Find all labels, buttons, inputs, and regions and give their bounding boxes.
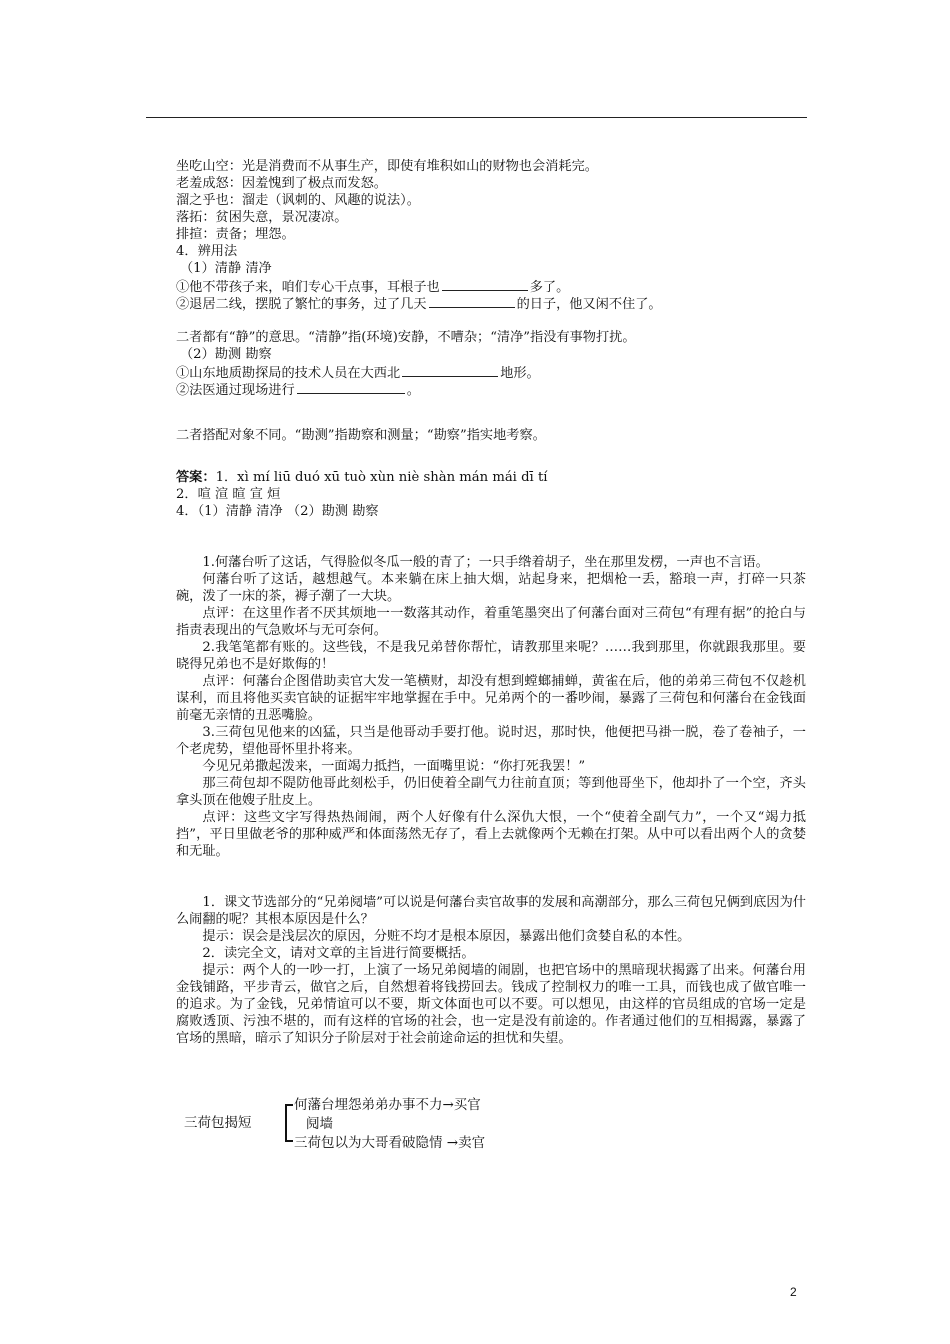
hint-paragraph: 提示：误会是浅层次的原因，分赃不均才是根本原因，暴露出他们贪婪自私的本性。 <box>202 929 691 944</box>
analysis-paragraph: 点评：在这里作者不厌其烦地一一数落其动作，着重笔墨突出了何藩台面对三荷包“有理有据”的抢白与指责表现出的气急败坏与无可奈何。 <box>176 606 806 638</box>
vocab-item: 溜之乎也：溜走（讽刺的、风趣的说法）。 <box>176 193 420 208</box>
answer-blank[interactable] <box>429 294 515 308</box>
question-text: 。 <box>406 383 420 398</box>
answer-line: 2．喧 渲 暄 宣 烜 <box>176 487 281 502</box>
diagram-branch: 何藩台埋怨弟弟办事不力→买官 <box>294 1097 481 1113</box>
page-number: 2 <box>790 1285 797 1299</box>
analysis-paragraph: 3.三荷包见他来的凶猛，只当是他哥动手要打他。说时迟，那时快，他便把马褂一脱，卷了卷袖子，一个老虎势，望他哥怀里扑将来。 <box>176 725 806 757</box>
answer-blank[interactable] <box>297 380 405 394</box>
analysis-paragraph: 何藩台听了这话，越想越气。本来躺在床上抽大烟，站起身来，把烟枪一丢，豁琅一声，打碎一只茶碗，泼了一床的茶，褥子潮了一大块。 <box>176 572 806 604</box>
question-text: 地形。 <box>500 366 540 381</box>
vocab-item: 落拓：贫困失意，景况凄凉。 <box>176 210 348 225</box>
question-text: ①他不带孩子来，咱们专心干点事，耳根子也 <box>176 280 440 295</box>
question-paragraph: 2．读完全文，请对文章的主旨进行简要概括。 <box>202 946 475 961</box>
analysis-paragraph: 点评：这些文字写得热热闹闹，两个人好像有什么深仇大恨，一个“使着全副气力”，一个又“竭力抵挡”，平日里做老爷的那种威严和体面荡然无存了，看上去就像两个无赖在打架。从中可以看出两个人的贪婪和无耻。 <box>176 810 806 859</box>
usage-question <box>176 277 806 294</box>
hint-paragraph: 提示：两个人的一吵一打，上演了一场兄弟阋墙的闹剧，也把官场中的黑暗现状揭露了出来。何藩台用金钱铺路，平步青云，做官之后，自然想着将钱捞回去。钱成了控制权力的唯一工具，而钱也成了做官唯一的追求。为了金钱，兄弟情谊可以不要，斯文体面也可以不要。可以想见，由这样的官员组成的官场一定是腐败透顶、污浊不堪的，而有这样的官场的社会，也一定是没有前途的。作者通过他们的互相揭露，暴露了官场的黑暗，暗示了知识分子阶层对于社会前途命运的担忧和失望。 <box>176 963 806 1046</box>
usage-heading: 4．辨用法 <box>176 244 238 259</box>
vocab-item: 老羞成怒：因羞愧到了极点而发怒。 <box>176 176 387 191</box>
question-text: 的日子，他又闲不住了。 <box>516 297 662 312</box>
usage-note: 二者都有“静”的意思。“清静”指(环境)安静，不嘈杂；“清净”指没有事物打扰。 <box>176 330 636 345</box>
diagram-branch: 三荷包以为大哥看破隐情 →卖官 <box>294 1135 486 1151</box>
answer-blank[interactable] <box>402 363 498 377</box>
usage-note: 二者搭配对象不同。“勘测”指勘察和测量；“勘察”指实地考察。 <box>176 428 546 443</box>
questions-section <box>176 894 806 1047</box>
analysis-section <box>176 554 806 860</box>
question-text: ②退居二线，摆脱了繁忙的事务，过了几天 <box>176 297 427 312</box>
usage-pair-2-label: （2）勘测 勘察 <box>180 347 272 362</box>
diagram-branch: 阋墙 <box>306 1116 333 1132</box>
usage-pair-1-label: （1）清静 清净 <box>180 261 272 276</box>
analysis-paragraph: 那三荷包却不隄防他哥此刻松手，仍旧使着全副气力往前直顶；等到他哥坐下，他却扑了一个空，齐头拿头顶在他嫂子肚皮上。 <box>176 776 806 808</box>
vocab-item: 坐吃山空：光是消费而不从事生产，即使有堆积如山的财物也会消耗完。 <box>176 159 598 174</box>
usage-question <box>176 294 806 311</box>
answer-line: 4．（1）清静 清净 （2）勘测 勘察 <box>176 504 379 519</box>
vocab-item: 排揎：责备；埋怨。 <box>176 227 295 242</box>
analysis-paragraph: 1.何藩台听了这话，气得脸似冬瓜一般的青了；一只手绺着胡子，坐在那里发楞，一声也不言语。 <box>202 555 769 570</box>
page-content <box>176 158 806 1047</box>
header-rule <box>146 117 807 118</box>
question-text: ②法医通过现场进行 <box>176 383 295 398</box>
question-text: ①山东地质勘探局的技术人员在大西北 <box>176 366 401 381</box>
question-paragraph: 1．课文节选部分的“兄弟阋墙”可以说是何藩台卖官故事的发展和高潮部分，那么三荷包兄俩到底因为什么闹翻的呢？其根本原因是什么？ <box>176 895 806 927</box>
answer-line <box>176 469 806 486</box>
answer-text: 1．xì mí liū duó xū tuò xùn niè shàn mán mái dī tí <box>215 470 548 485</box>
analysis-paragraph: 2.我笔笔都有账的。这些钱，不是我兄弟替你帮忙，请教那里来呢？……我到那里，你就跟我那里。要晓得兄弟也不是好欺侮的！ <box>176 640 806 672</box>
usage-question <box>176 380 806 397</box>
usage-question <box>176 363 806 380</box>
answer-label: 答案： <box>176 470 216 485</box>
diagram-root: 三荷包揭短 <box>184 1115 252 1131</box>
analysis-paragraph: 点评：何藩台企图借助卖官大发一笔横财，却没有想到螳螂捕蝉，黄雀在后，他的弟弟三荷包不仅趁机谋利，而且将他买卖官缺的证据牢牢地掌握在手中。兄弟两个的一番吵闹，暴露了三荷包和何藩台在金钱面前毫无亲情的丑恶嘴脸。 <box>176 674 806 723</box>
brace-icon <box>285 1104 293 1142</box>
answer-blank[interactable] <box>442 277 528 291</box>
analysis-paragraph: 今见兄弟撒起泼来，一面竭力抵挡，一面嘴里说：“你打死我罢！” <box>202 759 586 774</box>
question-text: 多了。 <box>529 280 570 295</box>
